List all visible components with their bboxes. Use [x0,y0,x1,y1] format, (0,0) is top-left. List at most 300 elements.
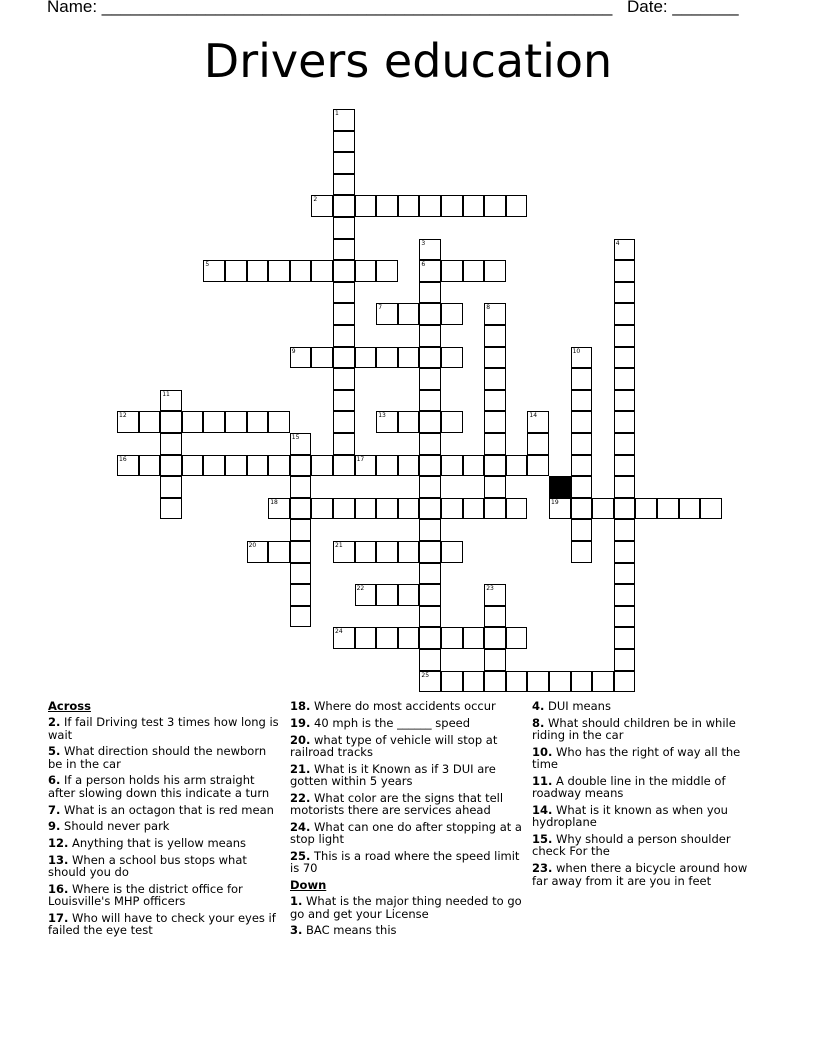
crossword-cell[interactable] [463,260,485,282]
clue-number: 11 [162,390,170,398]
crossword-cell[interactable] [311,498,333,520]
crossword-cell[interactable] [203,455,225,477]
across-clue [48,912,280,937]
clue-number-label: 25. [290,848,311,863]
crossword-cell[interactable] [484,390,506,412]
crossword-cell[interactable] [419,476,441,498]
clue-text: Anything that is yellow means [68,836,247,851]
crossword-cell[interactable] [614,411,636,433]
crossword-cell[interactable] [355,541,377,563]
across-clue [290,792,522,817]
clue-text: What is the major thing needed to go go and get your License [290,894,522,921]
crossword-cell[interactable] [290,476,312,498]
clue-text: DUI means [544,699,611,713]
crossword-cell-22[interactable] [355,584,377,606]
crossword-cell[interactable] [614,563,636,585]
clue-text: If fail Driving test 3 times how long is wait [48,715,279,742]
name-field-label: Name: ______________________________________________________ [47,0,613,16]
crossword-cell[interactable] [614,282,636,304]
crossword-cell[interactable] [419,195,441,217]
crossword-cell[interactable] [376,260,398,282]
crossword-cell[interactable] [376,498,398,520]
clue-number: 1 [335,110,339,117]
crossword-cell[interactable] [247,411,269,433]
down-clue [532,746,764,771]
clue-text: If a person holds his arm straight after slowing down this indicate a turn [48,773,270,800]
crossword-cell[interactable] [355,195,377,217]
crossword-cell[interactable] [506,627,528,649]
clue-number: 12 [119,412,127,420]
clue-text: What is it known as when you hydroplane [532,803,728,830]
crossword-cell[interactable] [376,455,398,477]
crossword-cell[interactable] [484,433,506,455]
crossword-cell-2[interactable] [311,195,333,217]
crossword-cell-14[interactable] [527,411,549,433]
crossword-cell[interactable] [463,455,485,477]
crossword-cell[interactable] [398,498,420,520]
crossword-cell[interactable] [290,584,312,606]
crossword-cell[interactable] [247,260,269,282]
crossword-cell[interactable] [419,455,441,477]
across-clue [48,774,280,799]
crossword-cell[interactable] [571,390,593,412]
crossword-cell[interactable] [333,498,355,520]
down-clue [532,700,764,712]
crossword-cell[interactable] [463,498,485,520]
crossword-cell[interactable] [355,260,377,282]
clue-text: This is a road where the speed limit is 70 [290,848,520,876]
crossword-cell[interactable] [290,563,312,585]
clue-number-label: 3. [290,923,303,938]
across-clue [290,700,522,712]
crossword-cell[interactable] [268,411,290,433]
clue-number-label: 9. [48,819,61,834]
clue-number: 22 [356,585,365,593]
clue-number-label: 6. [48,773,61,788]
crossword-cell[interactable] [571,671,593,693]
clue-number: 18 [270,498,278,506]
crossword-cell[interactable] [398,195,420,217]
crossword-cell-9[interactable] [290,347,312,369]
across-clue [48,883,280,908]
crossword-cell[interactable] [311,260,333,282]
crossword-cell[interactable] [419,368,441,390]
clue-number: 21 [335,542,343,549]
crossword-cell-10[interactable] [571,347,593,369]
across-clue [48,804,280,816]
across-clue [290,734,522,759]
crossword-cell[interactable] [419,498,441,520]
crossword-cell[interactable] [419,649,441,671]
clue-number-label: 16. [48,882,69,897]
crossword-cell[interactable] [333,325,355,347]
crossword-cell[interactable] [225,411,247,433]
across-clue [48,837,280,849]
crossword-cell[interactable] [463,627,485,649]
clue-number: 15 [291,434,300,441]
crossword-cell[interactable] [290,541,312,563]
crossword-cell[interactable] [484,455,506,477]
clue-number: 2 [313,196,318,204]
crossword-cell-23[interactable] [484,584,506,606]
clue-text: Who will have to check your eyes if failed the eye test [48,911,276,938]
clue-number-label: 23. [532,861,553,876]
crossword-cell[interactable] [268,455,290,477]
clue-text: What color are the signs that tell motorists there are services ahead [290,790,504,818]
crossword-cell-4[interactable] [614,239,636,261]
crossword-cell-21[interactable] [333,541,355,563]
crossword-cell[interactable] [614,649,636,671]
clue-number-label: 11. [532,773,553,788]
crossword-cell[interactable] [506,455,528,477]
crossword-cell-18[interactable] [268,498,290,520]
clue-text: Where is the district office for Louisville's MHP officers [48,882,243,909]
crossword-cell[interactable] [333,455,355,477]
clue-number-label: 19. [290,715,311,730]
crossword-cell[interactable] [527,671,549,693]
crossword-cell[interactable] [333,195,355,217]
down-clue [532,862,764,887]
crossword-cell[interactable] [484,627,506,649]
crossword-cell[interactable] [592,498,614,520]
crossword-cell[interactable] [484,498,506,520]
crossword-cell[interactable] [376,627,398,649]
crossword-cell[interactable] [160,498,182,520]
crossword-cell[interactable] [160,411,182,433]
crossword-cell[interactable] [441,541,463,563]
crossword-cell[interactable] [614,671,636,693]
clue-text: What is an octagon that is red mean [60,802,274,817]
crossword-cell[interactable] [571,498,593,520]
crossword-cell[interactable] [419,282,441,304]
crossword-cell[interactable] [398,347,420,369]
crossword-cell[interactable] [635,498,657,520]
clue-number: 25 [421,671,430,679]
clue-number-label: 5. [48,744,61,759]
crossword-cell[interactable] [139,455,161,477]
crossword-cell-8[interactable] [484,303,506,325]
crossword-cell-5[interactable] [203,260,225,282]
crossword-cell[interactable] [614,476,636,498]
crossword-cell[interactable] [419,563,441,585]
date-field-label: Date: _______ [627,0,739,16]
crossword-cell[interactable] [484,195,506,217]
crossword-cell[interactable] [355,627,377,649]
crossword-cell[interactable] [441,498,463,520]
crossword-cell[interactable] [484,260,506,282]
crossword-cell[interactable] [355,498,377,520]
crossword-cell[interactable] [398,411,420,433]
crossword-cell[interactable] [614,433,636,455]
crossword-cell-25[interactable] [419,671,441,693]
crossword-cell[interactable] [614,627,636,649]
crossword-cell[interactable] [614,260,636,282]
crossword-cell[interactable] [484,325,506,347]
crossword-cell[interactable] [614,498,636,520]
crossword-cell[interactable] [419,411,441,433]
crossword-cell[interactable] [333,260,355,282]
clue-text: What can one do after stopping at a stop light [290,819,522,847]
clue-number: 16 [119,455,127,463]
crossword-cell[interactable] [333,433,355,455]
down-clue [532,717,764,742]
crossword-cell[interactable] [614,368,636,390]
crossword-cell[interactable] [484,606,506,628]
down-clue [290,895,522,920]
crossword-cell-11[interactable] [160,390,182,412]
down-heading: Down [290,878,327,893]
clue-column-1 [48,700,280,941]
crossword-cell[interactable] [333,303,355,325]
clue-number-label: 10. [532,744,553,759]
crossword-cell[interactable] [614,325,636,347]
down-clue [532,775,764,800]
crossword-cell[interactable] [506,671,528,693]
crossword-cell[interactable] [506,498,528,520]
crossword-cell[interactable] [398,541,420,563]
crossword-cell[interactable] [376,347,398,369]
across-clue [290,717,522,729]
clue-text: A double line in the middle of roadway means [532,773,726,801]
crossword-cell[interactable] [506,195,528,217]
crossword-cell[interactable] [614,347,636,369]
crossword-cell[interactable] [484,649,506,671]
crossword-cell[interactable] [247,455,269,477]
clue-number: 8 [486,304,491,312]
across-heading: Across [48,699,91,713]
clue-text: Why should a person shoulder check For the [532,832,731,859]
clue-number: 14 [529,412,538,420]
crossword-cell[interactable] [419,584,441,606]
crossword-cell[interactable] [290,455,312,477]
clue-text: Who has the right of way all the time [532,744,741,772]
clue-text: What direction should the newborn be in the car [48,744,267,771]
clue-number: 10 [572,347,581,355]
crossword-cell[interactable] [571,411,593,433]
crossword-cell[interactable] [333,368,355,390]
crossword-cell[interactable] [571,433,593,455]
clue-number: 9 [291,347,296,355]
crossword-cell[interactable] [441,303,463,325]
crossword-cell[interactable] [484,368,506,390]
down-clue [532,833,764,858]
clue-number-label: 13. [48,852,69,867]
crossword-cell[interactable] [333,411,355,433]
crossword-cell[interactable] [571,519,593,541]
across-clue [290,850,522,875]
crossword-cell[interactable] [333,152,355,174]
crossword-cell[interactable] [679,498,701,520]
crossword-cell[interactable] [441,627,463,649]
clue-number-label: 8. [532,715,545,730]
across-clue [290,821,522,846]
across-clue [290,763,522,788]
clue-column-2 [290,700,522,941]
clue-number-label: 14. [532,803,553,818]
crossword-cell[interactable] [527,455,549,477]
clue-number-label: 17. [48,911,69,926]
crossword-cell[interactable] [614,455,636,477]
crossword-cell[interactable] [571,455,593,477]
crossword-cell[interactable] [441,260,463,282]
crossword-cell[interactable] [290,519,312,541]
crossword-cell[interactable] [290,498,312,520]
crossword-cell[interactable] [333,347,355,369]
crossword-cell[interactable] [419,325,441,347]
crossword-cell[interactable] [376,195,398,217]
crossword-cell[interactable] [311,347,333,369]
crossword-cell[interactable] [657,498,679,520]
crossword-cell[interactable] [333,390,355,412]
crossword-cell[interactable] [419,606,441,628]
crossword-cell[interactable] [484,347,506,369]
crossword-cell[interactable] [355,347,377,369]
black-square [549,476,571,498]
crossword-cell[interactable] [398,303,420,325]
crossword-cell[interactable] [419,390,441,412]
crossword-cell[interactable] [614,606,636,628]
crossword-cell[interactable] [398,455,420,477]
crossword-cell[interactable] [484,671,506,693]
clue-number-label: 24. [290,819,311,834]
crossword-cell[interactable] [527,433,549,455]
crossword-cell[interactable] [333,131,355,153]
clue-number: 24 [335,628,343,636]
clue-text: what type of vehicle will stop at railroad tracks [290,732,498,759]
clue-text: What should children be in while riding in the car [532,715,736,743]
crossword-cell[interactable] [290,606,312,628]
crossword-cell[interactable] [441,195,463,217]
clue-text: Where do most accidents occur [310,699,496,713]
crossword-cell-13[interactable] [376,411,398,433]
crossword-cell[interactable] [484,411,506,433]
clue-number: 4 [615,239,620,247]
crossword-cell[interactable] [614,519,636,541]
across-clue [48,820,280,832]
crossword-cell[interactable] [484,476,506,498]
crossword-cell-17[interactable] [355,455,377,477]
clue-number-label: 4. [532,699,545,713]
across-clue [48,716,280,741]
clue-number: 3 [421,239,426,247]
crossword-cell[interactable] [614,584,636,606]
crossword-cell[interactable] [419,303,441,325]
crossword-cell[interactable] [268,260,290,282]
crossword-cell[interactable] [419,627,441,649]
crossword-cell[interactable] [333,217,355,239]
crossword-cell-7[interactable] [376,303,398,325]
clue-number: 19 [551,498,559,506]
clue-number: 6 [421,261,426,269]
crossword-cell[interactable] [182,455,204,477]
crossword-cell[interactable] [592,671,614,693]
clue-text: When a school bus stops what should you do [48,852,247,880]
down-clue [290,924,522,936]
page-title: Drivers education [203,34,613,88]
crossword-cell[interactable] [571,541,593,563]
crossword-cell[interactable] [571,368,593,390]
crossword-cell[interactable] [614,390,636,412]
crossword-cell-3[interactable] [419,239,441,261]
crossword-cell[interactable] [225,455,247,477]
clue-number: 5 [205,261,210,269]
crossword-cell[interactable] [419,519,441,541]
crossword-cell[interactable] [160,433,182,455]
crossword-cell[interactable] [441,347,463,369]
crossword-cell[interactable] [333,282,355,304]
crossword-cell[interactable] [441,671,463,693]
clue-number: 13 [378,412,386,420]
crossword-cell[interactable] [376,541,398,563]
crossword-cell-16[interactable] [117,455,139,477]
crossword-cell[interactable] [160,476,182,498]
crossword-cell-24[interactable] [333,627,355,649]
crossword-cell[interactable] [290,260,312,282]
crossword-cell[interactable] [182,411,204,433]
crossword-cell[interactable] [419,347,441,369]
clue-text: when there a bicycle around how far away from it are you in feet [532,861,748,888]
clue-text: What is it Known as if 3 DUI are gotten within 5 years [290,761,496,788]
clue-number: 17 [356,455,365,463]
crossword-cell[interactable] [441,455,463,477]
crossword-cell[interactable] [614,541,636,563]
crossword-cell[interactable] [139,411,161,433]
crossword-cell-19[interactable] [549,498,571,520]
crossword-cell[interactable] [398,584,420,606]
crossword-cell[interactable] [614,303,636,325]
crossword-cell[interactable] [463,195,485,217]
crossword-cell[interactable] [268,541,290,563]
across-clue [48,745,280,770]
clue-number-label: 7. [48,802,61,817]
crossword-cell[interactable] [571,476,593,498]
crossword-cell[interactable] [333,239,355,261]
crossword-cell[interactable] [549,671,571,693]
crossword-cell[interactable] [441,411,463,433]
crossword-cell[interactable] [700,498,722,520]
crossword-cell[interactable] [376,584,398,606]
clue-text: Should never park [60,819,170,834]
clue-number-label: 2. [48,715,61,730]
clue-number-label: 21. [290,761,311,776]
crossword-cell[interactable] [419,541,441,563]
clue-number: 20 [248,542,257,549]
crossword-cell[interactable] [419,433,441,455]
clue-text: BAC means this [302,923,397,938]
crossword-cell-1[interactable] [333,109,355,131]
crossword-cell[interactable] [398,627,420,649]
crossword-cell[interactable] [463,671,485,693]
clue-number-label: 12. [48,836,69,851]
clue-number-label: 1. [290,894,303,909]
clue-number: 7 [378,304,383,312]
clue-number-label: 15. [532,832,553,847]
crossword-cell[interactable] [160,455,182,477]
down-clue [532,804,764,829]
crossword-cell[interactable] [225,260,247,282]
crossword-cell[interactable] [311,455,333,477]
crossword-cell-6[interactable] [419,260,441,282]
clue-column-3 [532,700,764,891]
clue-text: 40 mph is the ______ speed [310,715,471,730]
crossword-cell-15[interactable] [290,433,312,455]
crossword-cell[interactable] [333,174,355,196]
clue-number: 23 [486,585,494,593]
crossword-cell-12[interactable] [117,411,139,433]
crossword-cell-20[interactable] [247,541,269,563]
crossword-cell[interactable] [203,411,225,433]
clue-number-label: 20. [290,732,311,747]
